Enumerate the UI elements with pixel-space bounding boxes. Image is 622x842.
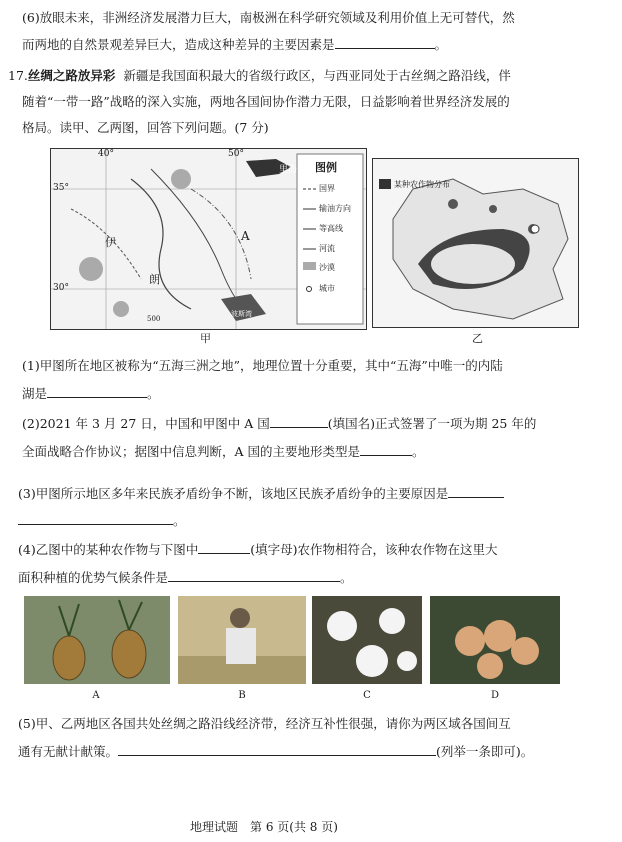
map-yi <box>372 158 579 328</box>
photo-label: C <box>363 690 371 701</box>
q4-text-c: 面积种植的优势气候条件是 <box>18 570 169 585</box>
legend-item: 河流 <box>319 244 335 253</box>
q2-line2 <box>22 442 425 460</box>
answer-blank[interactable] <box>168 569 340 582</box>
q4-line1 <box>18 540 497 558</box>
q5-line1: (5)甲、乙两地区各国共处丝绸之路沿线经济带，经济互补性很强，请你为两区域各国间互 <box>18 716 511 731</box>
q4-period: 。 <box>340 570 353 585</box>
lat-30: 30° <box>53 283 69 293</box>
q5-text-a: 通有无献计献策。 <box>18 744 119 759</box>
q2-text-b: (填国名)正式签署了一项为期 25 年的 <box>327 416 537 431</box>
answer-blank[interactable] <box>18 512 173 525</box>
q17-intro1: 新疆是我国面积最大的省级行政区，与西亚同处于古丝绸之路沿线，伴 <box>123 68 511 83</box>
q17-line3: 格局。读甲、乙两图，回答下列问题。(7 分) <box>22 120 269 135</box>
country-label-2: 朗 <box>149 273 160 286</box>
q17-line2: 随着“一带一路”战略的深入实施，两地各国间协作潜力无限，日益影响着世界经济发展的 <box>22 94 510 109</box>
country-label-1: 伊 <box>105 236 116 249</box>
q17-title: 丝绸之路放异彩 <box>27 68 116 83</box>
page-footer: 地理试题 第 6 页(共 8 页) <box>190 820 338 834</box>
q3-line2 <box>18 511 186 529</box>
photo-c-cotton <box>312 596 422 684</box>
q2-text-a: (2)2021 年 3 月 27 日，中国和甲图中 A 国 <box>22 416 270 431</box>
q1-period: 。 <box>147 386 160 401</box>
q1-line1: (1)甲图所在地区被称为“五海三洲之地”，地理位置十分重要，其中“五海”中唯一的内陆 <box>22 358 503 373</box>
lon-50: 50° <box>228 149 244 159</box>
answer-blank[interactable] <box>270 415 328 428</box>
answer-blank[interactable] <box>448 485 504 498</box>
point-a: A <box>241 229 250 243</box>
q4-text-a: (4)乙图中的某种农作物与下图中 <box>18 542 199 557</box>
answer-blank[interactable] <box>198 541 250 554</box>
gulf-label: 波斯湾 <box>231 310 252 318</box>
legend-item: 城市 <box>319 284 335 293</box>
q16-period: 。 <box>434 37 448 52</box>
legend-item: 等高线 <box>319 224 343 233</box>
q4-line2 <box>18 568 353 586</box>
q3-text: (3)甲图所示地区多年来民族矛盾纷争不断，该地区民族矛盾纷争的主要原因是 <box>18 486 449 501</box>
answer-blank[interactable] <box>47 385 147 398</box>
map-jia <box>50 148 367 330</box>
q5-text-b: (列举一条即可)。 <box>436 744 534 759</box>
q1-line2 <box>22 384 160 402</box>
map-jia-caption: 甲 <box>200 332 211 345</box>
map-jia-drawing <box>51 149 366 329</box>
q3-line1 <box>18 484 504 502</box>
contour-label: 500 <box>147 315 161 323</box>
q16-line2 <box>22 35 447 53</box>
q2-period: 。 <box>412 444 425 459</box>
answer-blank[interactable] <box>360 443 412 456</box>
legend-item: 国界 <box>319 184 335 193</box>
q2-text-c: 全面战略合作协议；据图中信息判断，A 国的主要地形类型是 <box>22 444 361 459</box>
map-yi-caption: 乙 <box>472 332 483 345</box>
legend-item: 沙漠 <box>319 263 335 272</box>
lat-35: 35° <box>53 183 69 193</box>
map-yi-legend: 某种农作物分布 <box>394 180 450 189</box>
q1-text: 湖是 <box>22 386 48 401</box>
q5-line2 <box>18 742 533 760</box>
q16-text: 而两地的自然景观差异巨大，造成这种差异的主要因素是 <box>22 37 335 52</box>
answer-blank[interactable] <box>335 36 435 49</box>
answer-blank[interactable] <box>118 743 436 756</box>
sea-label: 里海 <box>279 165 298 175</box>
photo-label: A <box>92 690 100 701</box>
q16-line1: (6)放眼未来，非洲经济发展潜力巨大，南极洲在科学研究领域及利用价值上无可替代，然 <box>22 10 515 25</box>
q2-line1 <box>22 414 536 432</box>
legend-title: 图例 <box>315 161 337 174</box>
photo-label: D <box>490 690 500 701</box>
legend-item: 输油方向 <box>319 204 351 213</box>
photo-d-fruit <box>430 596 560 684</box>
photo-label: B <box>238 690 246 701</box>
lon-40: 40° <box>98 149 114 159</box>
q4-text-b: (填字母)农作物相符合，该种农作物在这里大 <box>250 542 498 557</box>
photo-a-pineapple <box>24 596 170 684</box>
q17-line1 <box>8 66 511 84</box>
photo-b-rice <box>178 596 306 684</box>
q17-number: 17. <box>8 68 28 83</box>
q3-period: 。 <box>173 513 186 528</box>
